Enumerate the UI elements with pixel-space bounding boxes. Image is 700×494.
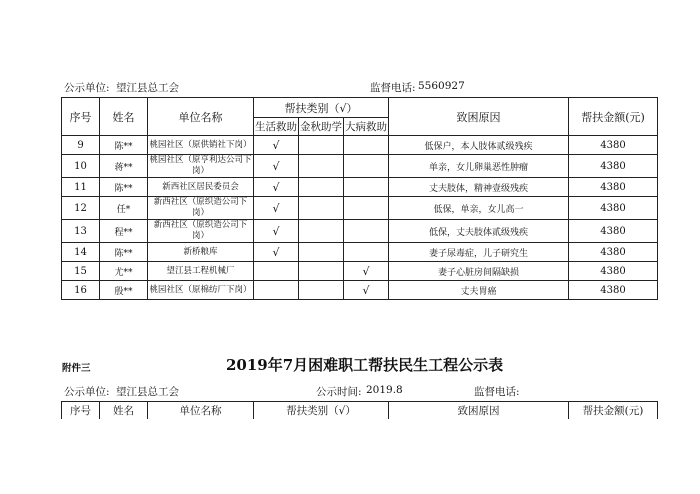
cell-amount: 4380 (569, 178, 658, 197)
cell-life-aid: √ (254, 220, 299, 243)
cell-life-aid: √ (254, 155, 299, 178)
col-header-reason: 致困原因 (389, 98, 569, 136)
table-row (62, 155, 658, 178)
cell-reason: 妻子心脏房间隔缺损 (389, 262, 569, 281)
publish-unit-label-2: 公示单位: (64, 386, 110, 398)
cell-illness-aid (344, 136, 389, 155)
col-header-amount-2: 帮扶金额(元) (569, 402, 658, 420)
cell-amount: 4380 (569, 136, 658, 155)
publish-time-value: 2019.8 (366, 384, 403, 396)
cell-seq: 12 (62, 197, 100, 220)
cell-life-aid (254, 281, 299, 300)
cell-life-aid (254, 262, 299, 281)
cell-reason: 丈夫肢体，精神壹级残疾 (389, 178, 569, 197)
cell-education-aid (299, 136, 344, 155)
table-row (62, 220, 658, 243)
cell-illness-aid: √ (344, 262, 389, 281)
col-header-illness-aid: 大病救助 (344, 118, 389, 136)
cell-education-aid (299, 155, 344, 178)
supervision-phone-label-2: 监督电话: (474, 386, 520, 398)
cell-unit-line: 新桥粮库 (183, 246, 218, 257)
cell-education-aid (299, 178, 344, 197)
cell-name: 陈** (100, 178, 148, 197)
col-header-seq-2: 序号 (62, 402, 100, 420)
cell-unit-line: 桃园社区（原亨利达公司下 (149, 155, 252, 165)
cell-life-aid: √ (254, 178, 299, 197)
col-header-unit-2: 单位名称 (148, 402, 254, 420)
cell-seq: 16 (62, 281, 100, 300)
aid-table (61, 97, 658, 300)
cell-reason: 低保户，本人肢体贰级残疾 (389, 136, 569, 155)
cell-education-aid (299, 281, 344, 300)
cell-education-aid (299, 243, 344, 262)
table-row (62, 178, 658, 197)
cell-unit (148, 281, 254, 300)
col-header-amount: 帮扶金额(元) (569, 98, 658, 136)
cell-unit (148, 136, 254, 155)
cell-seq: 15 (62, 262, 100, 281)
cell-seq: 13 (62, 220, 100, 243)
cell-name: 程** (100, 220, 148, 243)
col-header-unit: 单位名称 (148, 98, 254, 136)
cell-reason: 丈夫胃癌 (389, 281, 569, 300)
cell-unit-line: 桃园社区（原棉纺厂下岗） (149, 284, 252, 295)
col-header-life-aid: 生活救助 (254, 118, 299, 136)
cell-seq: 14 (62, 243, 100, 262)
cell-illness-aid: √ (344, 281, 389, 300)
table-row (62, 262, 658, 281)
cell-seq: 11 (62, 178, 100, 197)
cell-seq: 9 (62, 136, 100, 155)
cell-education-aid (299, 197, 344, 220)
table-row (62, 281, 658, 300)
aid-table-body (62, 136, 658, 300)
cell-education-aid (299, 262, 344, 281)
cell-amount: 4380 (569, 197, 658, 220)
cell-life-aid: √ (254, 197, 299, 220)
col-header-seq: 序号 (62, 98, 100, 136)
cell-illness-aid (344, 178, 389, 197)
cell-reason: 低保，丈夫肢体贰级残疾 (389, 220, 569, 243)
cell-illness-aid (344, 197, 389, 220)
table-row (62, 243, 658, 262)
cell-unit-line: 桃园社区（原供销社下岗） (149, 139, 252, 150)
col-header-name: 姓名 (100, 98, 148, 136)
cell-name: 陈** (100, 136, 148, 155)
cell-seq: 10 (62, 155, 100, 178)
table-row (62, 136, 658, 155)
cell-reason: 单亲，女儿卵巢恶性肿瘤 (389, 155, 569, 178)
cell-unit (148, 262, 254, 281)
supervision-phone-label: 监督电话: (370, 82, 416, 94)
cell-unit (148, 155, 254, 178)
cell-amount: 4380 (569, 220, 658, 243)
cell-amount: 4380 (569, 155, 658, 178)
col-header-reason-2: 致困原因 (389, 402, 569, 420)
cell-amount: 4380 (569, 243, 658, 262)
annex-label: 附件三 (62, 363, 91, 374)
publish-unit-label: 公示单位: (64, 82, 110, 94)
cell-illness-aid (344, 243, 389, 262)
cell-amount: 4380 (569, 262, 658, 281)
col-header-education-aid: 金秋助学 (299, 118, 344, 136)
cell-unit (148, 220, 254, 243)
cell-reason: 妻子尿毒症，儿子研究生 (389, 243, 569, 262)
cell-reason: 低保，单亲，女儿高一 (389, 197, 569, 220)
cell-name: 任* (100, 197, 148, 220)
table-row (62, 197, 658, 220)
col-header-name-2: 姓名 (100, 402, 148, 420)
cell-unit-line: 新西社区居民委员会 (162, 181, 239, 192)
cell-name: 殷** (100, 281, 148, 300)
cell-unit (148, 197, 254, 220)
cell-education-aid (299, 220, 344, 243)
cell-name: 蒋** (100, 155, 148, 178)
cell-name: 尤** (100, 262, 148, 281)
cell-illness-aid (344, 220, 389, 243)
cell-unit-line: 岗） (191, 166, 209, 176)
aid-table-2 (61, 401, 658, 419)
cell-unit-line: 望江县工程机械厂 (166, 265, 235, 276)
col-header-aid-type: 帮扶类别（√） (254, 98, 389, 118)
publish-time-label: 公示时间: (316, 386, 362, 398)
cell-name: 陈** (100, 243, 148, 262)
cell-life-aid: √ (254, 243, 299, 262)
cell-unit (148, 178, 254, 197)
cell-life-aid: √ (254, 136, 299, 155)
supervision-phone-value: 5560927 (418, 80, 465, 92)
cell-illness-aid (344, 155, 389, 178)
cell-unit-line: 新西社区（原织造公司下岗） (153, 197, 248, 218)
page-title: 2019年7月困难职工帮扶民生工程公示表 (226, 356, 504, 374)
col-header-aid-type-2: 帮扶类别（√） (254, 402, 389, 420)
publish-unit-value-2: 望江县总工会 (116, 386, 179, 398)
publish-unit-value: 望江县总工会 (116, 82, 179, 94)
cell-amount: 4380 (569, 281, 658, 300)
cell-unit (148, 243, 254, 262)
cell-unit-line: 新西社区（原织造公司下岗） (153, 220, 248, 241)
